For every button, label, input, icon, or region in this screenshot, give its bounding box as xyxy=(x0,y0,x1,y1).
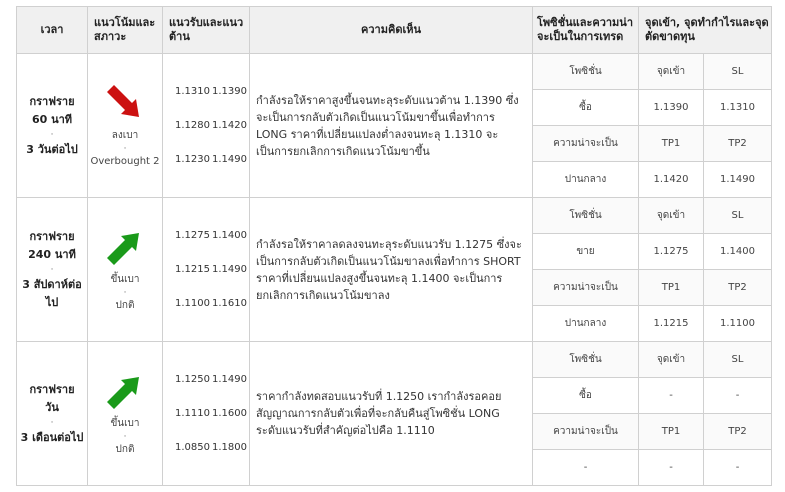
exit-cell: 1.1400 xyxy=(704,234,772,270)
timeframe-time-dot: · xyxy=(50,129,54,140)
levels-cell xyxy=(163,342,250,486)
timeframe-time-line1: กราฟราย xyxy=(29,94,75,108)
resistance-level: 1.1600 xyxy=(212,408,247,419)
timeframe-time-dot: · xyxy=(50,264,54,275)
exit-cell: SL xyxy=(704,198,772,234)
comment-cell: กำลังรอให้ราคาลดลงจนทะลุระดับแนวรับ 1.1275 ซึ่งจะเป็นการกลับตัวเกิดเป็นแนวโน้มขาลงเพื่อทำการ SHORT ราคาที่เปลี่ยนแปลงสูงขึ้นจนทะลุ 1.1400 จะเป็นการยกเลิกการเกิดแนวโน้มขาลง xyxy=(250,198,533,342)
levels-cell xyxy=(163,198,250,342)
level-pair xyxy=(175,253,249,287)
resistance-level: 1.1420 xyxy=(212,120,247,131)
position-cell: โพซิชั่น xyxy=(533,54,639,90)
resistance-level: 1.1400 xyxy=(212,230,247,241)
support-level: 1.1250 xyxy=(175,374,210,385)
level-pair xyxy=(175,143,249,177)
timeframe-time-dot: · xyxy=(50,417,54,428)
header-levels: แนวรับและแนวต้าน xyxy=(163,7,250,54)
arrow-up-icon xyxy=(105,227,145,267)
position-cell: ความน่าจะเป็น xyxy=(533,414,639,450)
entry-cell: TP1 xyxy=(639,270,704,306)
exit-cell: SL xyxy=(704,342,772,378)
comment-cell: กำลังรอให้ราคาสูงขึ้นจนทะลุระดับแนวต้าน 1.1390 ซึ่งจะเป็นการกลับตัวเกิดเป็นแนวโน้มขาขึ้นเพื่อทำการ LONG ราคาที่เปลี่ยนแปลงต่ำลงจนทะลุ 1.1310 จะเป็นการยกเลิกการเกิดแนวโน้มขาขึ้น xyxy=(250,54,533,198)
timeframe-time-line2: 240 นาที xyxy=(28,247,76,261)
trend-label: ขึ้นเบา xyxy=(110,417,140,429)
exit-cell: - xyxy=(704,450,772,486)
exit-cell: TP2 xyxy=(704,270,772,306)
position-cell: - xyxy=(533,450,639,486)
entry-cell: 1.1390 xyxy=(639,90,704,126)
entry-cell: 1.1275 xyxy=(639,234,704,270)
timeframe-time-line3: 3 เดือนต่อไป xyxy=(20,430,84,444)
entry-cell: จุดเข้า xyxy=(639,54,704,90)
resistance-level: 1.1610 xyxy=(212,298,247,309)
level-pair xyxy=(175,219,249,253)
exit-cell: 1.1310 xyxy=(704,90,772,126)
trend-dot: · xyxy=(123,431,127,442)
position-cell: ความน่าจะเป็น xyxy=(533,270,639,306)
timeframe-time-line2: 60 นาที xyxy=(31,112,73,126)
arrow-up-icon xyxy=(105,371,145,411)
support-level: 1.1310 xyxy=(175,86,210,97)
timeframe-cell xyxy=(17,198,88,342)
entry-cell: จุดเข้า xyxy=(639,198,704,234)
entry-cell: - xyxy=(639,378,704,414)
trend-dot: · xyxy=(123,287,127,298)
header-time: เวลา xyxy=(17,7,88,54)
timeframe-time-line3: 3 วันต่อไป xyxy=(26,142,78,156)
table-row xyxy=(17,54,772,90)
forecast-table-wrapper xyxy=(16,6,771,486)
trend-cell xyxy=(88,342,163,486)
resistance-level: 1.1490 xyxy=(212,374,247,385)
trend-dot: · xyxy=(123,143,127,154)
trend-state: ปกติ xyxy=(115,443,135,455)
support-level: 1.1280 xyxy=(175,120,210,131)
timeframe-time-line1: กราฟราย xyxy=(29,229,75,243)
support-level: 1.1230 xyxy=(175,154,210,165)
trend-state: Overbought 2 xyxy=(90,155,160,167)
position-cell: โพซิชั่น xyxy=(533,342,639,378)
support-level: 1.1215 xyxy=(175,264,210,275)
header-row xyxy=(17,7,772,54)
comment-cell: ราคากำลังทดสอบแนวรับที่ 1.1250 เรากำลังรอคอยสัญญาณการกลับตัวเพื่อที่จะกลับคืนสู่โพซิชั่น LONG ระดับแนวรับที่สำคัญต่อไปคือ 1.1110 xyxy=(250,342,533,486)
levels-cell xyxy=(163,54,250,198)
support-level: 1.1110 xyxy=(175,408,210,419)
trend-label: ขึ้นเบา xyxy=(110,273,140,285)
position-cell: ปานกลาง xyxy=(533,306,639,342)
level-pair xyxy=(175,363,249,397)
header-entry: จุดเข้า, จุดทำกำไรและจุดตัดขาดทุน xyxy=(639,7,772,54)
exit-cell: - xyxy=(704,378,772,414)
position-cell: ขาย xyxy=(533,234,639,270)
resistance-level: 1.1800 xyxy=(212,442,247,453)
timeframe-time-line2: วัน xyxy=(45,400,59,414)
position-cell: โพซิชั่น xyxy=(533,198,639,234)
header-trend: แนวโน้มและสภาวะ xyxy=(88,7,163,54)
support-level: 1.1100 xyxy=(175,298,210,309)
level-pair xyxy=(175,287,249,321)
support-level: 1.0850 xyxy=(175,442,210,453)
trend-cell xyxy=(88,54,163,198)
exit-cell: 1.1490 xyxy=(704,162,772,198)
level-pair xyxy=(175,75,249,109)
forecast-table xyxy=(16,6,772,486)
position-cell: ความน่าจะเป็น xyxy=(533,126,639,162)
position-cell: ซื้อ xyxy=(533,378,639,414)
entry-cell: TP1 xyxy=(639,126,704,162)
level-pair xyxy=(175,109,249,143)
trend-state: ปกติ xyxy=(115,299,135,311)
table-row xyxy=(17,198,772,234)
resistance-level: 1.1490 xyxy=(212,264,247,275)
resistance-level: 1.1490 xyxy=(212,154,247,165)
exit-cell: TP2 xyxy=(704,414,772,450)
entry-cell: TP1 xyxy=(639,414,704,450)
timeframe-time-line3: 3 สัปดาห์ต่อไป xyxy=(22,277,82,309)
entry-cell: จุดเข้า xyxy=(639,342,704,378)
entry-cell: 1.1215 xyxy=(639,306,704,342)
header-position: โพซิชั่นและความน่าจะเป็นในการเทรด xyxy=(533,7,639,54)
trend-label: ลงเบา xyxy=(111,129,139,141)
timeframe-cell xyxy=(17,342,88,486)
resistance-level: 1.1390 xyxy=(212,86,247,97)
position-cell: ปานกลาง xyxy=(533,162,639,198)
table-body xyxy=(17,54,772,486)
timeframe-time-line1: กราฟราย xyxy=(29,382,75,396)
timeframe-cell xyxy=(17,54,88,198)
support-level: 1.1275 xyxy=(175,230,210,241)
entry-cell: 1.1420 xyxy=(639,162,704,198)
exit-cell: 1.1100 xyxy=(704,306,772,342)
exit-cell: TP2 xyxy=(704,126,772,162)
header-comment: ความคิดเห็น xyxy=(250,7,533,54)
table-row xyxy=(17,342,772,378)
level-pair xyxy=(175,397,249,431)
level-pair xyxy=(175,431,249,465)
exit-cell: SL xyxy=(704,54,772,90)
arrow-down-icon xyxy=(105,83,145,123)
position-cell: ซื้อ xyxy=(533,90,639,126)
trend-cell xyxy=(88,198,163,342)
entry-cell: - xyxy=(639,450,704,486)
